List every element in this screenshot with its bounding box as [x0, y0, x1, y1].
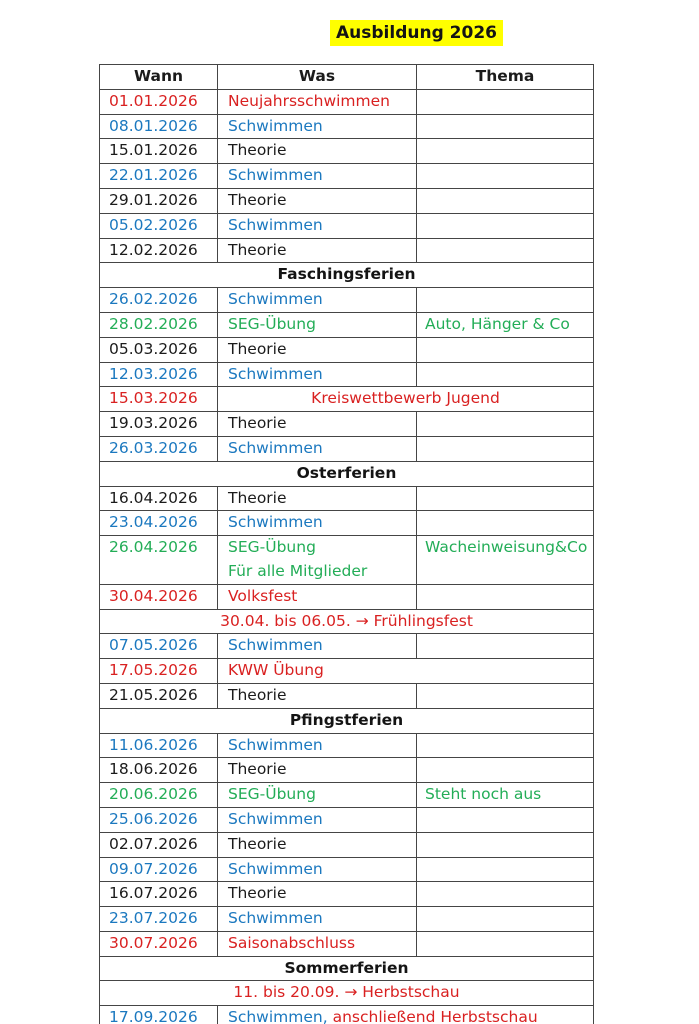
section-row	[100, 263, 594, 288]
table-row	[100, 807, 594, 832]
section-label: Osterferien	[100, 461, 594, 486]
topic-cell: Steht noch aus	[417, 783, 594, 808]
table-row	[100, 412, 594, 437]
activity-cell: Schwimmen	[218, 907, 417, 932]
activity-cell: Schwimmen	[218, 857, 417, 882]
date-cell: 09.07.2026	[100, 857, 218, 882]
date-cell: 20.06.2026	[100, 783, 218, 808]
table-row	[100, 931, 594, 956]
section-row	[100, 708, 594, 733]
date-cell: 07.05.2026	[100, 634, 218, 659]
date-cell: 15.03.2026	[100, 387, 218, 412]
title-bar	[0, 20, 699, 46]
date-cell: 30.04.2026	[100, 584, 218, 609]
date-cell: 17.09.2026	[100, 1006, 218, 1024]
table-row	[100, 337, 594, 362]
topic-cell	[417, 758, 594, 783]
table-row	[100, 536, 594, 585]
date-cell: 02.07.2026	[100, 832, 218, 857]
topic-cell	[417, 857, 594, 882]
activity-cell: Schwimmen	[218, 114, 417, 139]
merged-activity-cell	[218, 1006, 594, 1024]
activity-cell: Schwimmen	[218, 511, 417, 536]
topic-cell	[417, 288, 594, 313]
date-cell: 08.01.2026	[100, 114, 218, 139]
table-row	[100, 114, 594, 139]
table-row	[100, 733, 594, 758]
topic-cell	[417, 807, 594, 832]
topic-cell	[417, 634, 594, 659]
topic-cell	[417, 238, 594, 263]
table-row	[100, 139, 594, 164]
table-row	[100, 362, 594, 387]
activity-cell: Theorie	[218, 337, 417, 362]
section-row	[100, 461, 594, 486]
date-cell: 21.05.2026	[100, 683, 218, 708]
date-cell: 16.07.2026	[100, 882, 218, 907]
date-cell: 23.04.2026	[100, 511, 218, 536]
date-cell: 01.01.2026	[100, 89, 218, 114]
date-cell: 12.02.2026	[100, 238, 218, 263]
table-row	[100, 1006, 594, 1024]
table-row	[100, 188, 594, 213]
activity-cell: Theorie	[218, 683, 417, 708]
table-row	[100, 634, 594, 659]
schedule-table	[99, 64, 594, 1024]
activity-cell: Schwimmen	[218, 362, 417, 387]
date-cell: 23.07.2026	[100, 907, 218, 932]
table-row	[100, 832, 594, 857]
date-cell: 15.01.2026	[100, 139, 218, 164]
table-row	[100, 511, 594, 536]
activity-cell: Theorie	[218, 832, 417, 857]
activity-cell: Schwimmen	[218, 213, 417, 238]
activity-cell: Theorie	[218, 238, 417, 263]
date-cell: 30.07.2026	[100, 931, 218, 956]
table-row	[100, 783, 594, 808]
header-row	[100, 65, 594, 90]
table-row	[100, 981, 594, 1006]
activity-cell: Theorie	[218, 758, 417, 783]
table-row	[100, 288, 594, 313]
table-row	[100, 758, 594, 783]
date-cell: 26.04.2026	[100, 536, 218, 585]
table-row	[100, 164, 594, 189]
activity-cell: Neujahrsschwimmen	[218, 89, 417, 114]
topic-cell	[417, 362, 594, 387]
activity-cell: Theorie	[218, 486, 417, 511]
merged-activity-cell: KWW Übung	[218, 659, 594, 684]
topic-cell	[417, 188, 594, 213]
topic-cell	[417, 213, 594, 238]
section-row	[100, 956, 594, 981]
activity-cell: Schwimmen	[218, 288, 417, 313]
topic-cell	[417, 683, 594, 708]
date-cell: 22.01.2026	[100, 164, 218, 189]
table-row	[100, 436, 594, 461]
date-cell: 25.06.2026	[100, 807, 218, 832]
table-row	[100, 609, 594, 634]
section-label: Sommerferien	[100, 956, 594, 981]
page-title: Ausbildung 2026	[330, 20, 503, 46]
text-segment: Schwimmen,	[228, 1008, 328, 1024]
merged-activity-cell: Kreiswettbewerb Jugend	[218, 387, 594, 412]
activity-cell: SEG-Übung	[218, 783, 417, 808]
topic-cell	[417, 164, 594, 189]
note-label: 11. bis 20.09. → Herbstschau	[100, 981, 594, 1006]
table-row	[100, 882, 594, 907]
schedule-body	[100, 89, 594, 1024]
section-label: Pfingstferien	[100, 708, 594, 733]
table-row	[100, 387, 594, 412]
column-header-wann: Wann	[100, 65, 218, 90]
activity-cell: Schwimmen	[218, 733, 417, 758]
topic-cell	[417, 511, 594, 536]
topic-cell	[417, 412, 594, 437]
date-cell: 18.06.2026	[100, 758, 218, 783]
topic-cell	[417, 882, 594, 907]
column-header-was: Was	[218, 65, 417, 90]
topic-cell	[417, 337, 594, 362]
date-cell: 29.01.2026	[100, 188, 218, 213]
date-cell: 26.02.2026	[100, 288, 218, 313]
activity-cell	[218, 536, 417, 585]
topic-cell	[417, 486, 594, 511]
activity-cell: Theorie	[218, 412, 417, 437]
note-label: 30.04. bis 06.05. → Frühlingsfest	[100, 609, 594, 634]
activity-cell: Schwimmen	[218, 634, 417, 659]
date-cell: 05.02.2026	[100, 213, 218, 238]
topic-cell	[417, 139, 594, 164]
activity-line: SEG-Übung	[228, 538, 316, 557]
topic-cell	[417, 114, 594, 139]
date-cell: 11.06.2026	[100, 733, 218, 758]
topic-cell	[417, 832, 594, 857]
topic-cell	[417, 931, 594, 956]
date-cell: 16.04.2026	[100, 486, 218, 511]
table-row	[100, 213, 594, 238]
date-cell: 26.03.2026	[100, 436, 218, 461]
table-row	[100, 89, 594, 114]
topic-cell	[417, 584, 594, 609]
table-row	[100, 486, 594, 511]
date-cell: 12.03.2026	[100, 362, 218, 387]
activity-cell: SEG-Übung	[218, 312, 417, 337]
activity-cell: Theorie	[218, 188, 417, 213]
column-header-thema: Thema	[417, 65, 594, 90]
text-segment: anschließend Herbstschau	[327, 1008, 538, 1024]
table-row	[100, 857, 594, 882]
date-cell: 19.03.2026	[100, 412, 218, 437]
topic-cell	[417, 907, 594, 932]
activity-cell: Schwimmen	[218, 807, 417, 832]
table-row	[100, 907, 594, 932]
date-cell: 28.02.2026	[100, 312, 218, 337]
date-cell: 05.03.2026	[100, 337, 218, 362]
section-label: Faschingsferien	[100, 263, 594, 288]
table-row	[100, 312, 594, 337]
topic-cell: Auto, Hänger & Co	[417, 312, 594, 337]
activity-cell: Schwimmen	[218, 164, 417, 189]
table-row	[100, 238, 594, 263]
date-cell: 17.05.2026	[100, 659, 218, 684]
topic-cell	[417, 89, 594, 114]
table-row	[100, 659, 594, 684]
topic-cell	[417, 733, 594, 758]
activity-cell: Theorie	[218, 139, 417, 164]
activity-cell: Volksfest	[218, 584, 417, 609]
activity-cell: Theorie	[218, 882, 417, 907]
activity-line: Für alle Mitglieder	[228, 561, 368, 580]
topic-cell: Wacheinweisung&Co	[417, 536, 594, 585]
topic-cell	[417, 436, 594, 461]
activity-cell: Saisonabschluss	[218, 931, 417, 956]
activity-cell: Schwimmen	[218, 436, 417, 461]
table-row	[100, 683, 594, 708]
table-row	[100, 584, 594, 609]
